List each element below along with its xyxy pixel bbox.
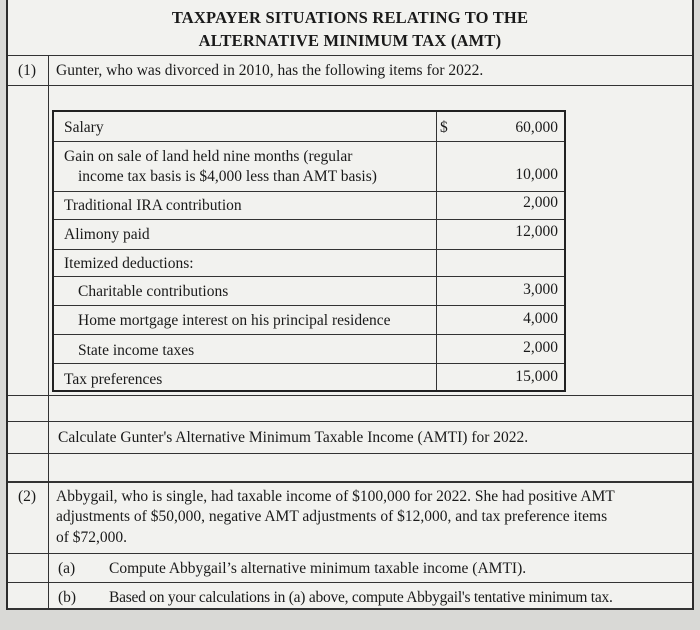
part-a-text: Compute Abbygail’s alternative minimum taxable income (AMTI). (109, 560, 527, 577)
table-row-divider (54, 276, 564, 277)
number-column-divider (48, 453, 49, 610)
divider (8, 608, 692, 610)
item-label-itemized-deductions: Itemized deductions: (64, 255, 194, 272)
item-label-charitable: Charitable contributions (78, 283, 229, 300)
problem-1-question: Calculate Gunter's Alternative Minimum Taxable Income (AMTI) for 2022. (58, 429, 529, 446)
item-value-gain-on-land: 10,000 (515, 166, 558, 183)
problem-2-line-1: Abbygail, who is single, had taxable income of $100,000 for 2022. She had positive AMT (56, 488, 615, 505)
item-label-mortgage-interest: Home mortgage interest on his principal residence (78, 312, 391, 329)
item-label-alimony: Alimony paid (64, 226, 150, 243)
table-row-divider (54, 363, 564, 364)
divider (8, 553, 692, 554)
divider (8, 453, 692, 454)
part-a-label: (a) (58, 560, 76, 577)
item-value-ira: 2,000 (523, 194, 558, 211)
problem-1-intro: Gunter, who was divorced in 2010, has the following items for 2022. (56, 62, 484, 79)
item-value-charitable: 3,000 (523, 281, 558, 298)
problem-2-line-2: adjustments of $50,000, negative AMT adjustments of $12,000, and tax preference items (56, 508, 608, 525)
item-value-tax-preferences: 15,000 (515, 368, 558, 385)
table-row-divider (54, 141, 564, 142)
item-value-state-taxes: 2,000 (523, 339, 558, 356)
worksheet (6, 0, 694, 610)
currency-symbol: $ (440, 119, 448, 136)
divider (8, 582, 692, 583)
problem-2-number: (2) (18, 488, 37, 505)
part-b-label: (b) (58, 589, 77, 606)
item-label-tax-preferences: Tax preferences (64, 371, 163, 388)
title-line-2: ALTERNATIVE MINIMUM TAX (AMT) (198, 31, 502, 50)
item-label-gain-on-land-cont: income tax basis is $4,000 less than AMT basis) (78, 168, 377, 185)
item-value-mortgage-interest: 4,000 (523, 310, 558, 327)
item-label-ira: Traditional IRA contribution (64, 197, 242, 214)
gunter-items-table (52, 110, 566, 392)
table-row-divider (54, 249, 564, 250)
table-row-divider (54, 191, 564, 192)
table-row-divider (54, 219, 564, 220)
problem-2-line-3: of $72,000. (56, 529, 128, 546)
problem-1-number: (1) (18, 62, 37, 79)
item-value-salary: 60,000 (515, 119, 558, 136)
title-line-1: TAXPAYER SITUATIONS RELATING TO THE (171, 8, 529, 27)
item-label-gain-on-land: Gain on sale of land held nine months (regular (64, 148, 353, 165)
table-row-divider (54, 305, 564, 306)
divider (8, 481, 692, 483)
divider (8, 395, 692, 396)
divider (8, 85, 692, 86)
part-b-text: Based on your calculations in (a) above, compute Abbygail's tentative minimum tax. (109, 589, 613, 606)
item-label-salary: Salary (64, 119, 104, 136)
item-value-alimony: 12,000 (515, 223, 558, 240)
table-row-divider (54, 334, 564, 335)
item-label-state-taxes: State income taxes (78, 342, 195, 359)
divider (8, 421, 692, 422)
table-column-divider (436, 112, 437, 390)
divider (8, 55, 692, 56)
